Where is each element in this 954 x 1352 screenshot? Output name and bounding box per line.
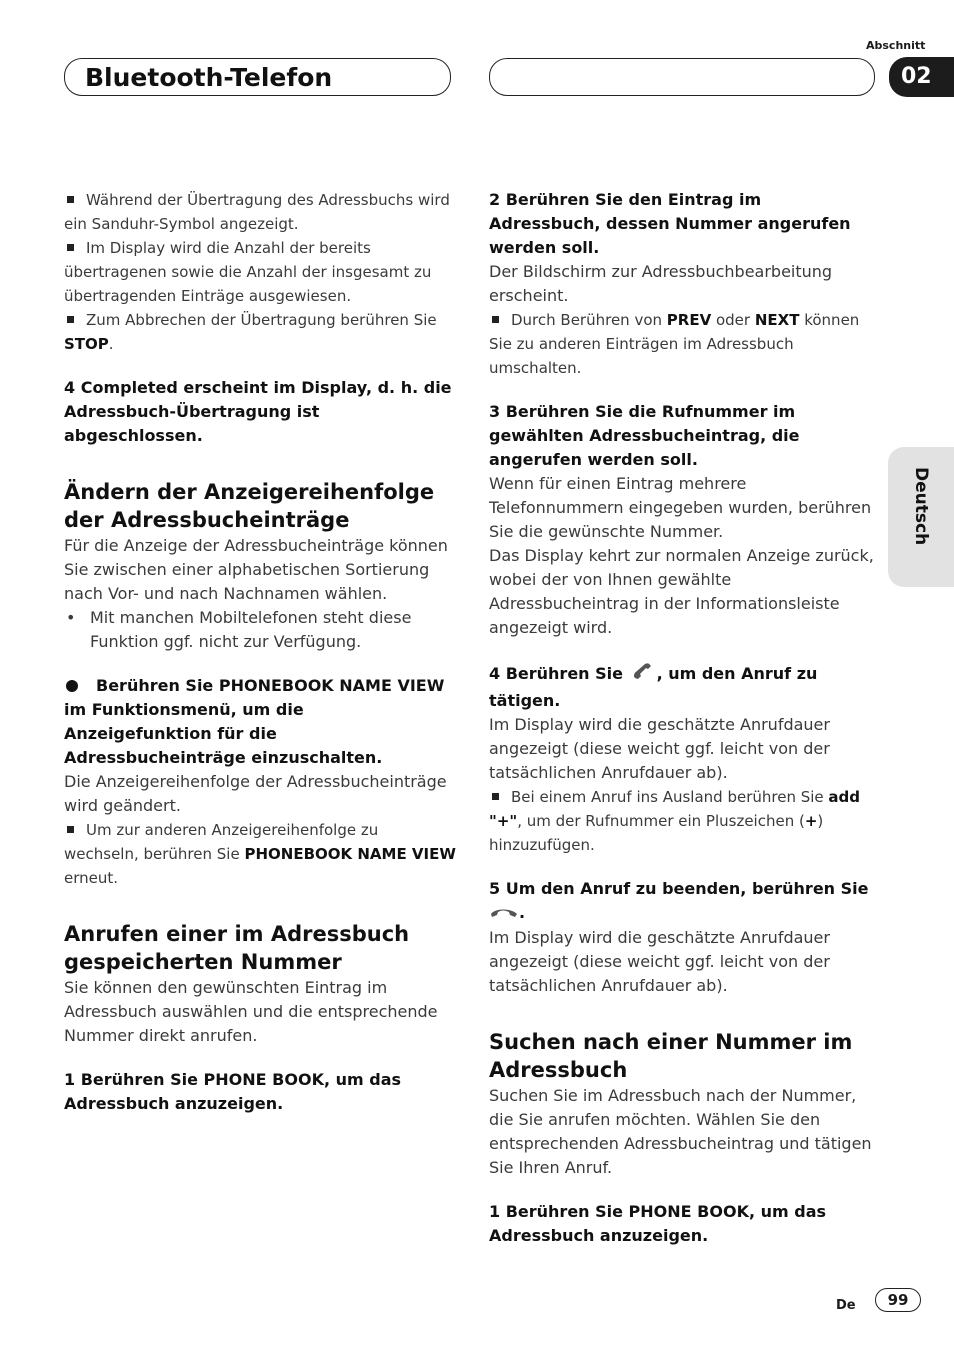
note-count: Im Display wird die Anzahl der bereits übertragenen sowie die Anzahl der insgesamt zu übertragenden Einträge ausgewiesen. (64, 239, 432, 305)
right-column (489, 188, 877, 1248)
step-3-number: 3 Berühren Sie die Rufnummer im gewählten Adressbucheintrag, die angerufen werden soll. (489, 402, 800, 469)
para-suchen: Suchen Sie im Adressbuch nach der Nummer, die Sie anrufen möchten. Wählen Sie den entsprechenden Adressbucheintrag und tätigen Sie Ihren Anruf. (489, 1085, 872, 1177)
header-empty-box (489, 58, 875, 96)
square-bullet-icon (67, 244, 74, 251)
square-bullet-icon (492, 793, 499, 800)
heading-aendern: Ändern der Anzeigereihenfolge der Adressbucheinträge (64, 480, 435, 532)
heading-anrufen: Anrufen einer im Adressbuch gespeicherten Nummer (64, 922, 410, 974)
step-1-phonebook-right: 1 Berühren Sie PHONE BOOK, um das Adressbuch anzuzeigen. (489, 1201, 827, 1245)
chapter-title-box (64, 58, 451, 96)
para-geaendert: Die Anzeigereihenfolge der Adressbucheinträge wird geändert. (64, 772, 447, 815)
next-keyword: NEXT (754, 311, 800, 329)
para-call-duration-end: Im Display wird die geschätzte Anrufdauer angezeigt (diese weicht ggf. leicht von der tatsächlichen Anrufdauer ab). (489, 927, 830, 995)
hang-up-handset-icon (489, 902, 519, 926)
square-bullet-icon (67, 196, 74, 203)
para-aendern: Für die Anzeige der Adressbucheinträge können Sie zwischen einer alphabetischen Sortierung nach Vor- und nach Nachnamen wählen. (64, 536, 448, 603)
footer-language: De (836, 1298, 856, 1313)
plus-keyword: + (804, 812, 818, 830)
language-side-tab-label: Deutsch (911, 467, 931, 546)
call-handset-icon (629, 660, 657, 689)
bullet-mobile-note: • Mit manchen Mobiltelefonen steht diese Funktion ggf. nicht zur Verfügung. (64, 606, 456, 654)
step-4-completed: 4 Completed erscheint im Display, d. h. die Adressbuch-Übertragung ist abgeschlossen. (64, 378, 452, 445)
add-plus-keyword: add "+" (489, 788, 861, 830)
note-international: Bei einem Anruf ins Ausland berühren Sie add "+", um der Rufnummer ein Pluszeichen (+) hinzuzufügen. (489, 788, 861, 854)
square-bullet-icon (492, 316, 499, 323)
heading-suchen: Suchen nach einer Nummer im Adressbuch (489, 1029, 853, 1082)
step-dot-icon (66, 680, 78, 692)
step-5-end-call: 5 Um den Anruf zu beenden, berühren Sie . (489, 877, 877, 926)
para-multiple-numbers: Wenn für einen Eintrag mehrere Telefonnummern eingegeben wurden, berühren Sie die gewünschte Nummer. (489, 474, 872, 541)
prev-keyword: PREV (666, 311, 712, 329)
step-2-entry: 2 Berühren Sie den Eintrag im Adressbuch, dessen Nummer angerufen werden soll. (489, 190, 851, 257)
para-edit-screen: Der Bildschirm zur Adressbuchbearbeitung erscheint. (489, 262, 833, 305)
section-label: Abschnitt (866, 39, 926, 52)
page-number: 99 (875, 1288, 921, 1312)
square-bullet-icon (67, 826, 74, 833)
square-bullet-icon (67, 316, 74, 323)
note-cancel: Zum Abbrechen der Übertragung berühren Sie STOP. (64, 311, 437, 353)
note-switch-order: Um zur anderen Anzeigereihenfolge zu wechseln, berühren Sie PHONEBOOK NAME VIEW erneut. (64, 821, 456, 887)
para-anrufen: Sie können den gewünschten Eintrag im Adressbuch auswählen und die entsprechende Nummer direkt anrufen. (64, 978, 438, 1045)
step-name-view: Berühren Sie PHONEBOOK NAME VIEW im Funktionsmenü, um die Anzeigefunktion für die Adressbucheinträge einzuschalten. (64, 676, 445, 767)
step-4-call: 4 Berühren Sie , um den Anruf zu tätigen. (489, 660, 877, 713)
stop-keyword: STOP (64, 335, 109, 353)
left-column (64, 188, 456, 1116)
step-1-phonebook-left: 1 Berühren Sie PHONE BOOK, um das Adressbuch anzuzeigen. (64, 1070, 402, 1113)
para-display-returns: Das Display kehrt zur normalen Anzeige zurück, wobei der von Ihnen gewählte Adressbucheintrag in der Informationsleiste angezeigt wird. (489, 546, 874, 637)
section-number-badge: 02 (889, 57, 954, 97)
para-call-duration: Im Display wird die geschätzte Anrufdauer angezeigt (diese weicht ggf. leicht von der tatsächlichen Anrufdauer ab). (489, 715, 830, 782)
chapter-title: Bluetooth-Telefon (85, 63, 333, 92)
note-prev-next: Durch Berühren von PREV oder NEXT können Sie zu anderen Einträgen im Adressbuch umschalten. (489, 311, 860, 377)
language-side-tab (888, 447, 954, 587)
phonebook-name-view-keyword: PHONEBOOK NAME VIEW (244, 845, 456, 863)
note-hourglass: Während der Übertragung des Adressbuchs wird ein Sanduhr-Symbol angezeigt. (64, 191, 450, 233)
